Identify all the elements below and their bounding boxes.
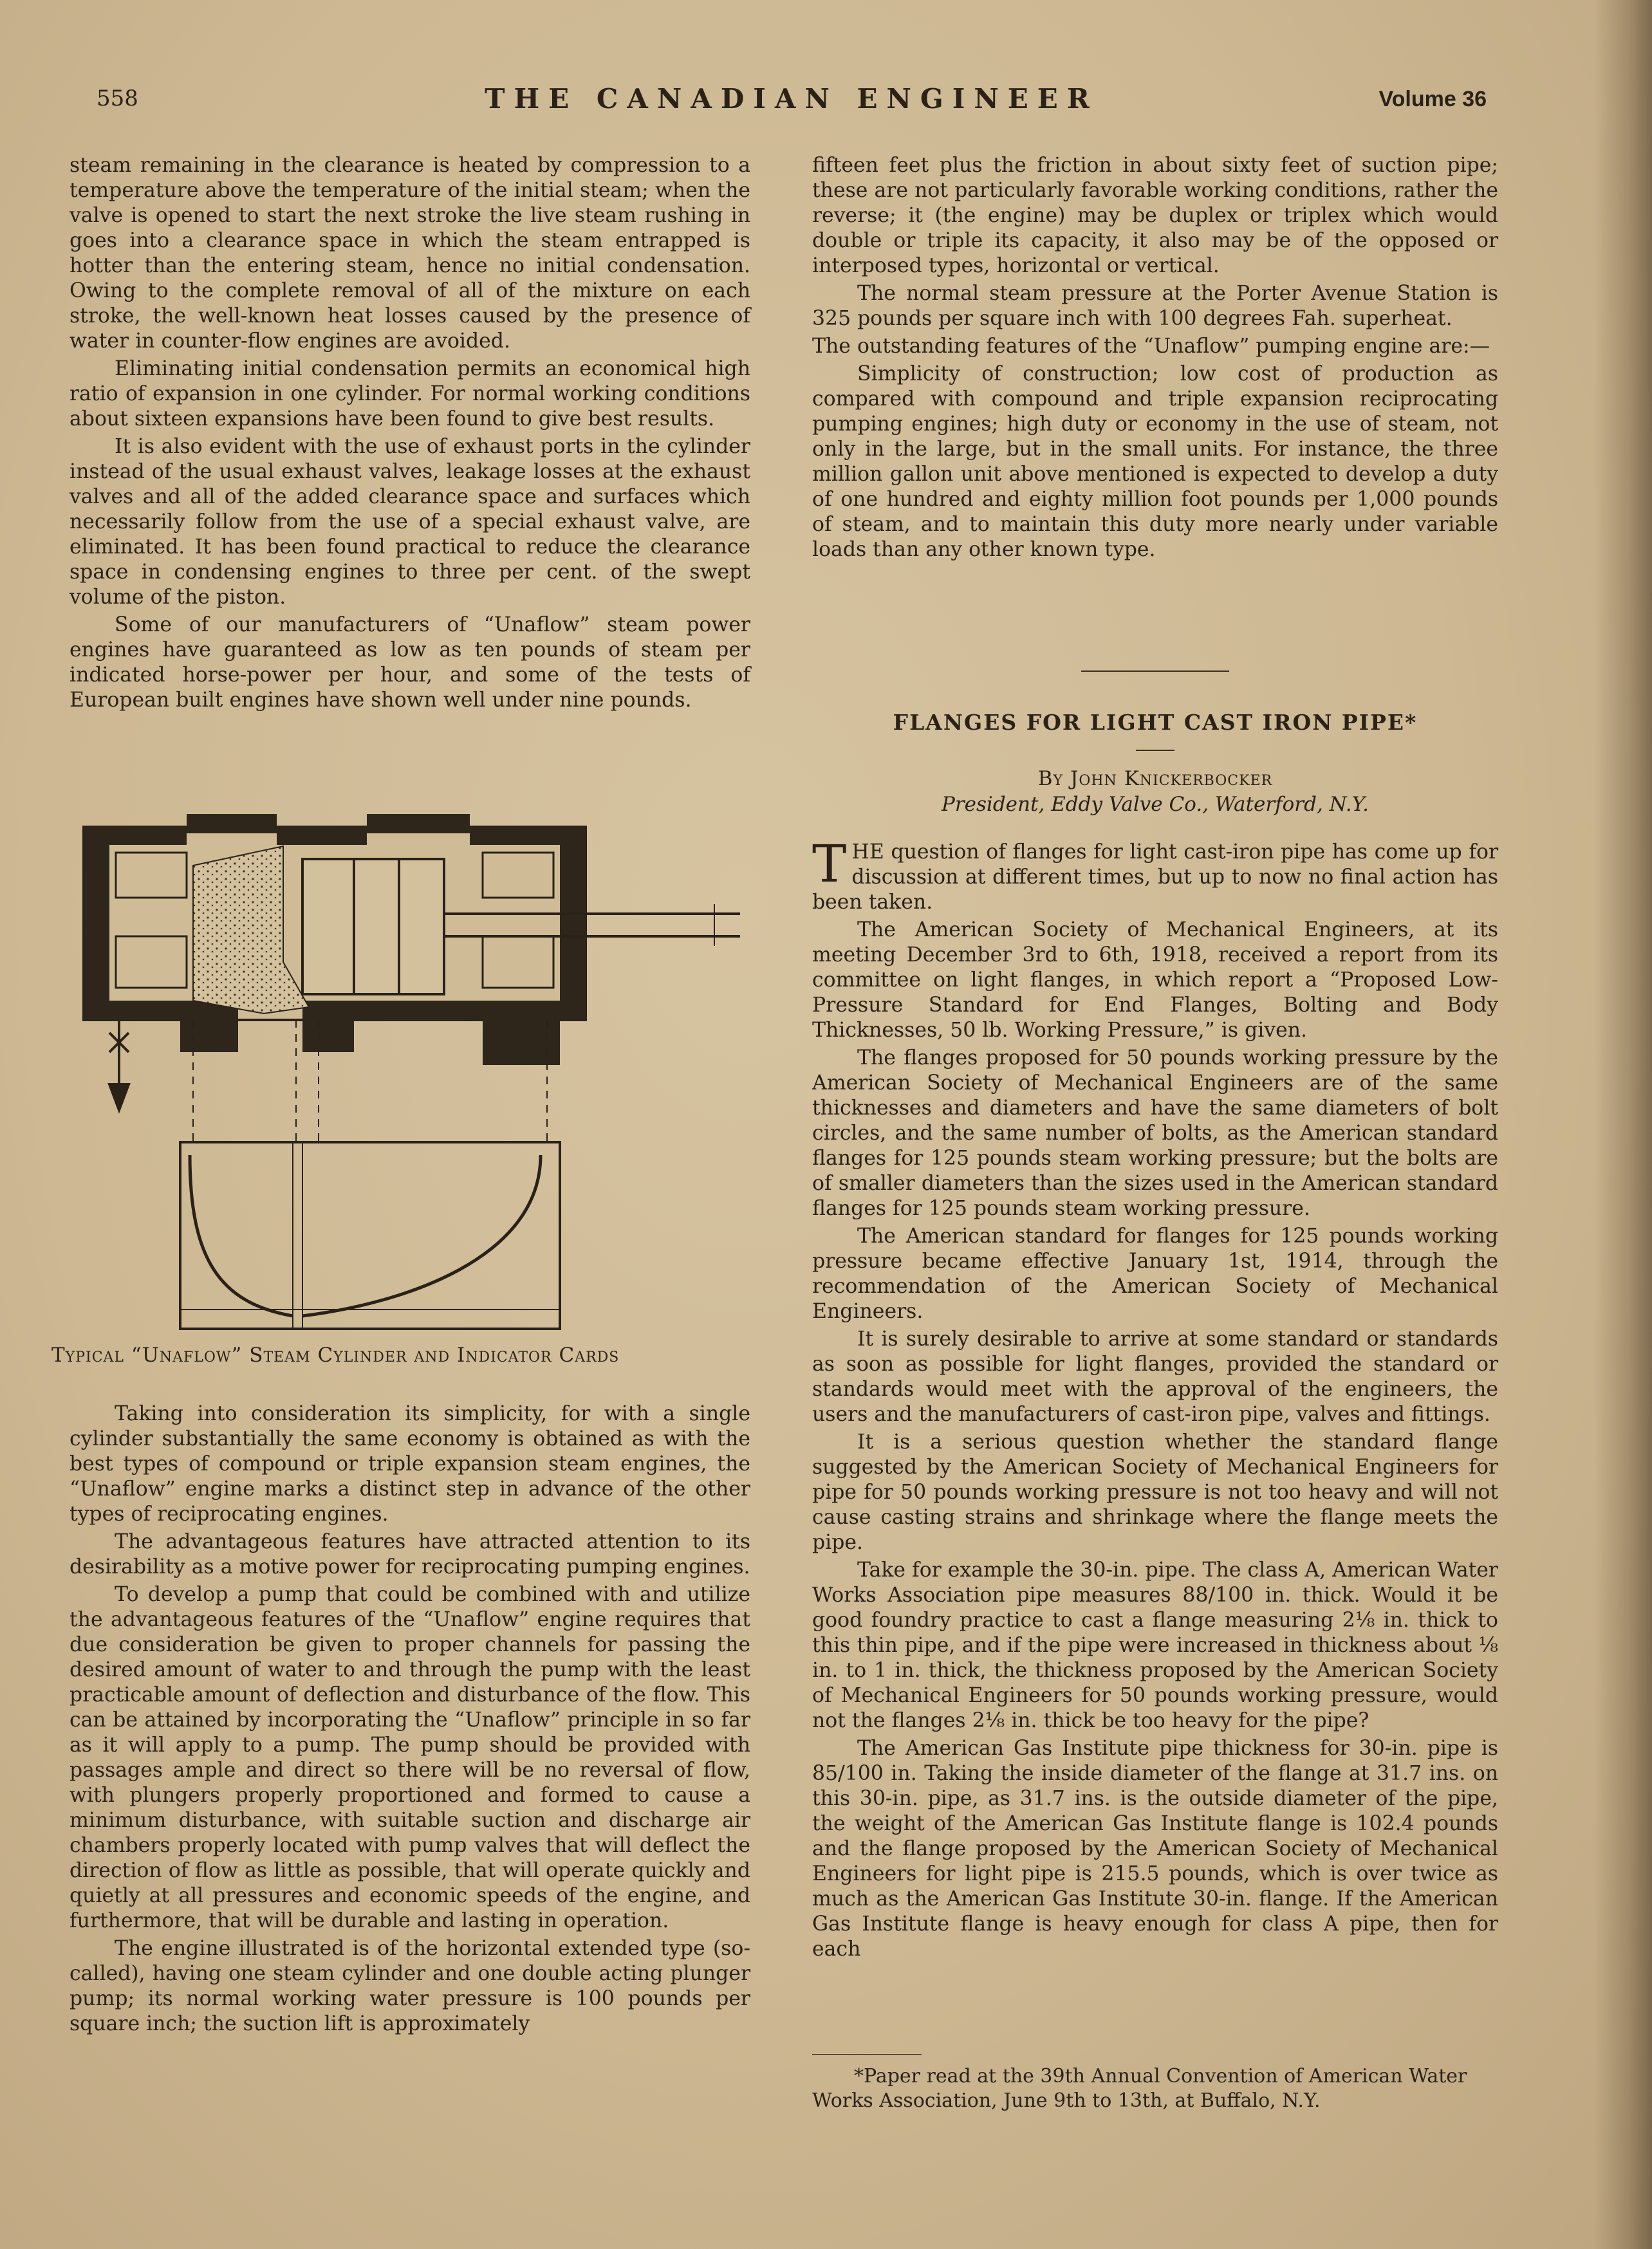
- paragraph: fifteen feet plus the friction in about sixty feet of suction pipe; these are not particularly favorable working conditions, rather the reverse; it (the engine) may be duplex or triplex which would double or triple its capacity, it also may be of the opposed or interposed types, horizontal or vertical.: [812, 154, 1498, 277]
- paragraph: The engine illustrated is of the horizontal extended type (so-called), having one steam cylinder and one double acting plunger pump; its normal working water pressure is 100 pounds per square inch; the suction lift is approximately: [70, 1937, 750, 2035]
- piston: [302, 859, 444, 994]
- figure-caption: Typical “Unaflow” Steam Cylinder and Indicator Cards: [51, 1344, 620, 1367]
- paragraph-first: [812, 834, 1498, 915]
- right-column-article: [812, 834, 1498, 1965]
- paragraph: Take for example the 30-in. pipe. The class A, American Water Works Association pipe measures 88/100 in. thick. Would it be good foundry practice to cast a flange measuring 2⅛ in. thick to this thin pipe, and if the pipe were increased in thickness about ⅛ in. to 1 in. thick, the thickness proposed by the American Society of Mechanical Engineers for 50 pounds working pressure, would not the flanges 2⅛ in. thick be too heavy for the pipe?: [812, 1559, 1498, 1732]
- footnote-divider: [812, 2054, 922, 2055]
- paragraph: The American Gas Institute pipe thickness for 30-in. pipe is 85/100 in. Taking the inside diameter of the flange at 31.7 ins. on this 30-in. pipe, as 31.7 ins. is the outside diameter of the pipe, the weight of the American Gas Institute flange is 102.4 pounds and the flange proposed by the American Society of Mechanical Engineers for light pipe is 215.5 pounds, which is over twice as much as the American Gas Institute 30-in. flange. If the American Gas Institute flange is heavy enough for class A pipe, then for each: [812, 1737, 1498, 1961]
- paragraph: The flanges proposed for 50 pounds working pressure by the American Society of Mechanical Engineers are of the same thicknesses and diameters and have the same diameters of bolt circles, and the same number of bolts, as the American standard flanges for 125 pounds steam working pressure; but the bolts are of smaller diameters than the sizes used in the American standard flanges for 125 pounds steam working pressure.: [812, 1046, 1498, 1220]
- footnote-text: *Paper read at the 39th Annual Convention of American Water Works Association, June 9th to 13th, at Buffalo, N.Y.: [812, 2065, 1467, 2112]
- running-header: [97, 80, 1487, 125]
- right-column-top: [812, 153, 1498, 565]
- paragraph: It is surely desirable to arrive at some standard or standards as soon as possible for light flanges, provided the standard or standards would meet with the approval of the engineers, the users and the manufacturers of cast-iron pipe, valves and fittings.: [812, 1328, 1498, 1426]
- page-spine-shadow: [1594, 0, 1652, 2249]
- volume-label: Volume 36: [1378, 87, 1487, 111]
- article-byline: By John Knickerbocker: [1037, 767, 1273, 790]
- article-title: FLANGES FOR LIGHT CAST IRON PIPE*: [893, 710, 1418, 735]
- footnote: [812, 2064, 1498, 2113]
- article-affiliation: President, Eddy Valve Co., Waterford, N.Y.: [941, 793, 1369, 816]
- first-paragraph-text: HE question of flanges for light cast-iron pipe has come up for discussion at different times, but up to now no final action has been taken.: [812, 840, 1498, 914]
- paragraph: It is also evident with the use of exhaust ports in the cylinder instead of the usual exhaust valves, leakage losses at the exhaust valves and all of the added clearance space and surfaces which necessarily follow from the use of a special exhaust valve, are eliminated. It has been found practical to reduce the clearance space in condensing engines to three per cent. of the swept volume of the piston.: [70, 435, 750, 609]
- unaflow-cylinder-figure: [71, 808, 753, 1335]
- paragraph: Simplicity of construction; low cost of production as compared with compound and triple expansion reciprocating pumping engines; high duty or economy in the use of steam, not only in the large, but in the small units. For instance, the three million gallon unit above mentioned is expected to develop a duty of one hundred and eighty million foot pounds per 1,000 pounds of steam, and to maintain this duty more nearly under variable loads than any other known type.: [812, 362, 1498, 561]
- paragraph: The American standard for flanges for 125 pounds working pressure became effective January 1st, 1914, through the recommendation of the American Society of Mechanical Engineers.: [812, 1225, 1498, 1323]
- paragraph: The outstanding features of the “Unaflow” pumping engine are:—: [812, 335, 1490, 358]
- left-column-bottom: [70, 1402, 750, 2039]
- paragraph: Eliminating initial condensation permits an economical high ratio of expansion in one cylinder. For normal working conditions about sixteen expansions have been found to give best results.: [70, 357, 750, 430]
- paragraph: The advantageous features have attracted attention to its desirability as a motive power for reciprocating pumping engines.: [70, 1530, 750, 1578]
- paragraph: Taking into consideration its simplicity, for with a single cylinder substantially the same economy is obtained as with the best types of compound or triple expansion steam engines, the “Unaflow” engine marks a distinct step in advance of the other types of reciprocating engines.: [70, 1402, 750, 1526]
- journal-title: THE CANADIAN ENGINEER: [485, 83, 1099, 115]
- indicator-card: [180, 1142, 560, 1329]
- inlet-arrow-icon: [109, 1020, 129, 1110]
- paragraph: steam remaining in the clearance is heated by compression to a temperature above the temperature of the initial steam; when the valve is opened to start the next stroke the live steam rushing in goes into a clearance space in which the steam entrapped is hotter than the entering steam, hence no initial condensation. Owing to the complete removal of all of the mixture on each stroke, the well-known heat losses caused by the presence of water in counter-flow engines are avoided.: [70, 154, 750, 353]
- left-column-top: [70, 153, 750, 716]
- drop-cap: T: [812, 834, 847, 894]
- page-number: 558: [97, 86, 138, 111]
- title-divider: [1136, 750, 1174, 751]
- paragraph: To develop a pump that could be combined with and utilize the advantageous features of the “Unaflow” engine requires that due consideration be given to proper channels for passing the desired amount of water to and through the pump with the least practicable amount of deflection and disturbance of the flow. This can be attained by incorporating the “Unaflow” principle in so far as it will apply to a pump. The pump should be provided with passages ample and direct so there will be no reversal of flow, with plungers properly proportioned and formed to cause a minimum disturbance, with suitable suction and discharge air chambers properly located with pump valves that will deflect the direction of flow as little as possible, that will operate quickly and quietly at all pressures and economic speeds of the engine, and furthermore, that will be durable and lasting in operation.: [70, 1583, 750, 1932]
- paragraph: Some of our manufacturers of “Unaflow” steam power engines have guaranteed as low as ten pounds of steam per indicated horse-power per hour, and some of the tests of European built engines have shown well under nine pounds.: [70, 613, 750, 712]
- paragraph: It is a serious question whether the standard flange suggested by the American Society of Mechanical Engineers for pipe for 50 pounds working pressure is not too heavy and will not cause casting strains and shrinkage where the flange meets the pipe.: [812, 1430, 1498, 1554]
- paragraph: The American Society of Mechanical Engineers, at its meeting December 3rd to 6th, 1918, received a report from its committee on light flanges, in which report a “Proposed Low-Pressure Standard for End Flanges, Bolting and Body Thicknesses, 50 lb. Working Pressure,” is given.: [812, 918, 1498, 1042]
- paragraph: The normal steam pressure at the Porter Avenue Station is 325 pounds per square inch with 100 degrees Fah. superheat.: [812, 282, 1498, 330]
- section-divider: [1081, 671, 1229, 672]
